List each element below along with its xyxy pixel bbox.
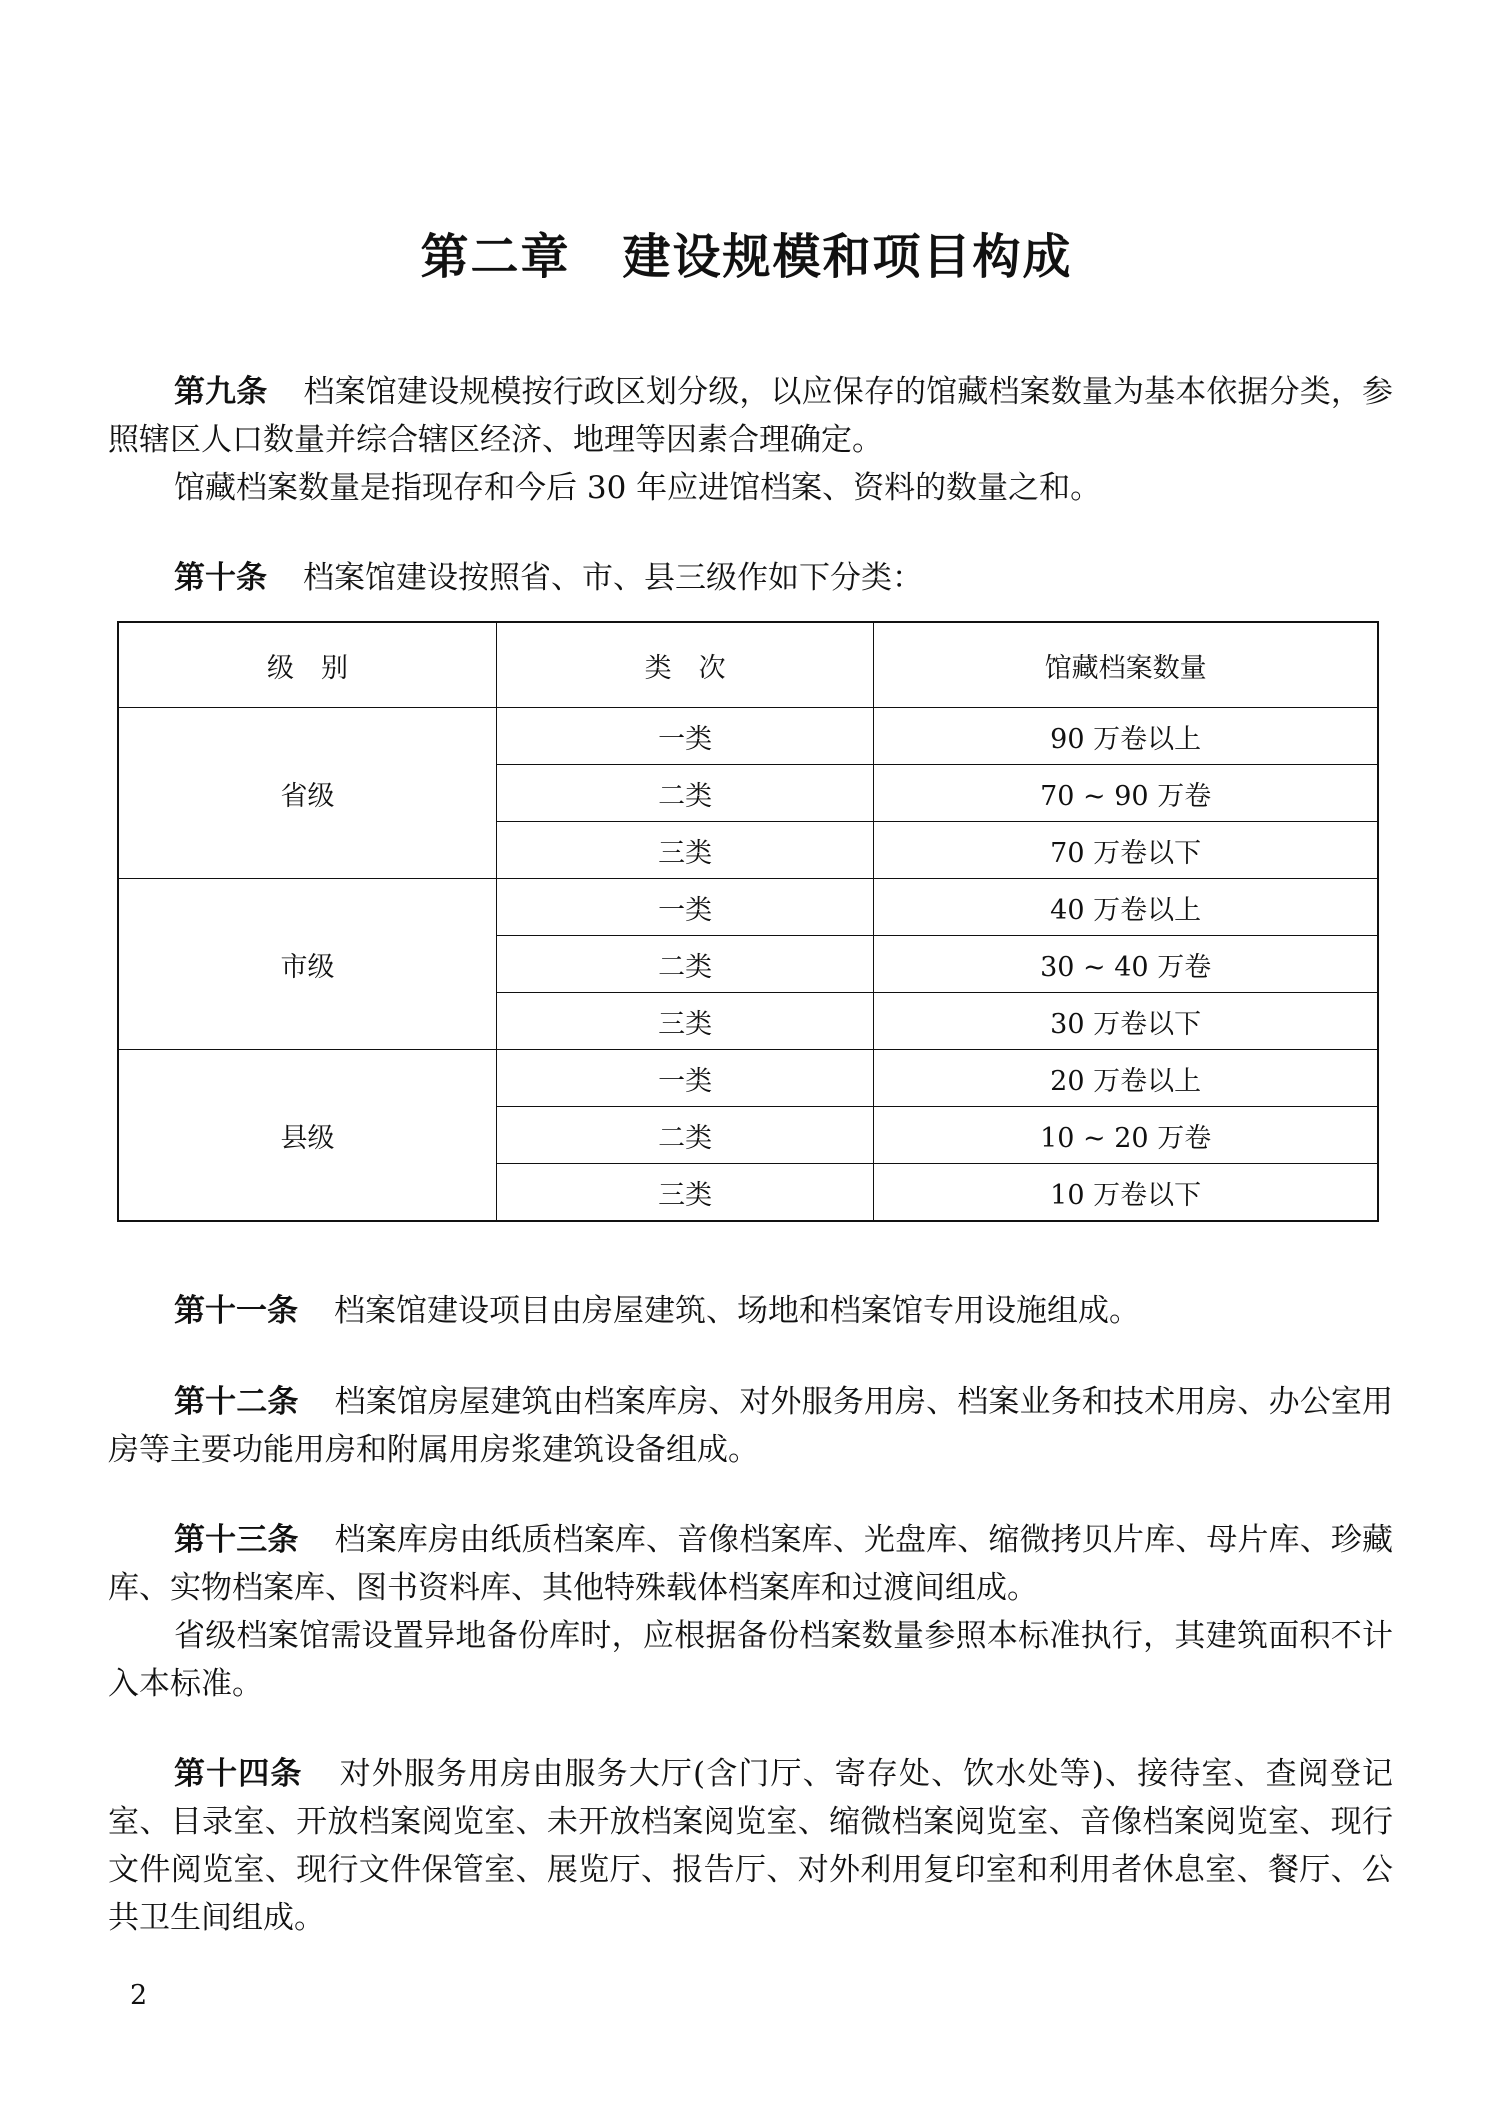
table-header-row: [118, 622, 1378, 708]
class-cell: 三类: [496, 993, 873, 1050]
class-cell: 三类: [496, 1164, 873, 1222]
chapter-title: [0, 222, 1493, 292]
article-12: [108, 1378, 1393, 1474]
table-row: [118, 708, 1378, 765]
class-cell: 三类: [496, 822, 873, 879]
chapter-number: 第二章: [420, 229, 571, 285]
header-level: 级 别: [118, 622, 496, 708]
level-cell: 县级: [118, 1050, 496, 1222]
article-14-lead: 第十四条: [174, 1756, 303, 1792]
article-11-text: 档案馆建设项目由房屋建筑、场地和档案馆专用设施组成。: [334, 1293, 1140, 1329]
article-9-lead: 第九条: [174, 374, 268, 410]
article-10-lead: 第十条: [174, 560, 267, 596]
article-13-text: 档案库房由纸质档案库、音像档案库、光盘库、缩微拷贝片库、母片库、珍藏库、实物档案库、图书资料库、其他特殊载体档案库和过渡间组成。: [108, 1522, 1394, 1606]
quantity-cell: 30 万卷以下: [874, 993, 1378, 1050]
class-cell: 一类: [496, 708, 873, 765]
table-row: [118, 1050, 1378, 1107]
article-9-text: 档案馆建设规模按行政区划分级，以应保存的馆藏档案数量为基本依据分类，参照辖区人口数量并综合辖区经济、地理等因素合理确定。: [108, 374, 1394, 458]
quantity-cell: 70 ~ 90 万卷: [874, 765, 1378, 822]
article-9-paragraph-2: 馆藏档案数量是指现存和今后 30 年应进馆档案、资料的数量之和。: [174, 470, 1102, 506]
chapter-name: 建设规模和项目构成: [622, 229, 1073, 285]
quantity-cell: 30 ~ 40 万卷: [874, 936, 1378, 993]
level-cell: 市级: [118, 879, 496, 1050]
article-13-paragraph-2: 省级档案馆需设置异地备份库时，应根据备份档案数量参照本标准执行，其建筑面积不计入本标准。: [108, 1618, 1393, 1702]
article-12-lead: 第十二条: [174, 1384, 299, 1420]
article-13-lead: 第十三条: [174, 1522, 299, 1558]
quantity-cell: 90 万卷以上: [874, 708, 1378, 765]
article-11: [108, 1287, 1393, 1335]
article-9: [108, 368, 1393, 464]
header-class: 类 次: [496, 622, 873, 708]
article-14-text: 对外服务用房由服务大厅(含门厅、寄存处、饮水处等)、接待室、查阅登记室、目录室、开放档案阅览室、未开放档案阅览室、缩微档案阅览室、音像档案阅览室、现行文件阅览室、现行文件保管室、展览厅、报告厅、对外利用复印室和利用者休息室、餐厅、公共卫生间组成。: [108, 1756, 1394, 1936]
article-14: [108, 1750, 1393, 1942]
article-13: [108, 1516, 1393, 1612]
page-number: 2: [130, 1980, 148, 2011]
quantity-cell: 70 万卷以下: [874, 822, 1378, 879]
class-cell: 二类: [496, 936, 873, 993]
quantity-cell: 40 万卷以上: [874, 879, 1378, 936]
quantity-cell: 10 万卷以下: [874, 1164, 1378, 1222]
class-cell: 一类: [496, 1050, 873, 1107]
quantity-cell: 20 万卷以上: [874, 1050, 1378, 1107]
class-cell: 二类: [496, 1107, 873, 1164]
class-cell: 二类: [496, 765, 873, 822]
article-12-text: 档案馆房屋建筑由档案库房、对外服务用房、档案业务和技术用房、办公室用房等主要功能用房和附属用房浆建筑设备组成。: [108, 1384, 1394, 1468]
level-cell: 省级: [118, 708, 496, 879]
class-cell: 一类: [496, 879, 873, 936]
archive-grade-table: [117, 621, 1379, 1222]
article-10: [108, 554, 1393, 602]
article-11-lead: 第十一条: [174, 1293, 298, 1329]
article-10-text: 档案馆建设按照省、市、县三级作如下分类：: [303, 560, 923, 596]
quantity-cell: 10 ~ 20 万卷: [874, 1107, 1378, 1164]
header-quantity: 馆藏档案数量: [874, 622, 1378, 708]
table-row: [118, 879, 1378, 936]
